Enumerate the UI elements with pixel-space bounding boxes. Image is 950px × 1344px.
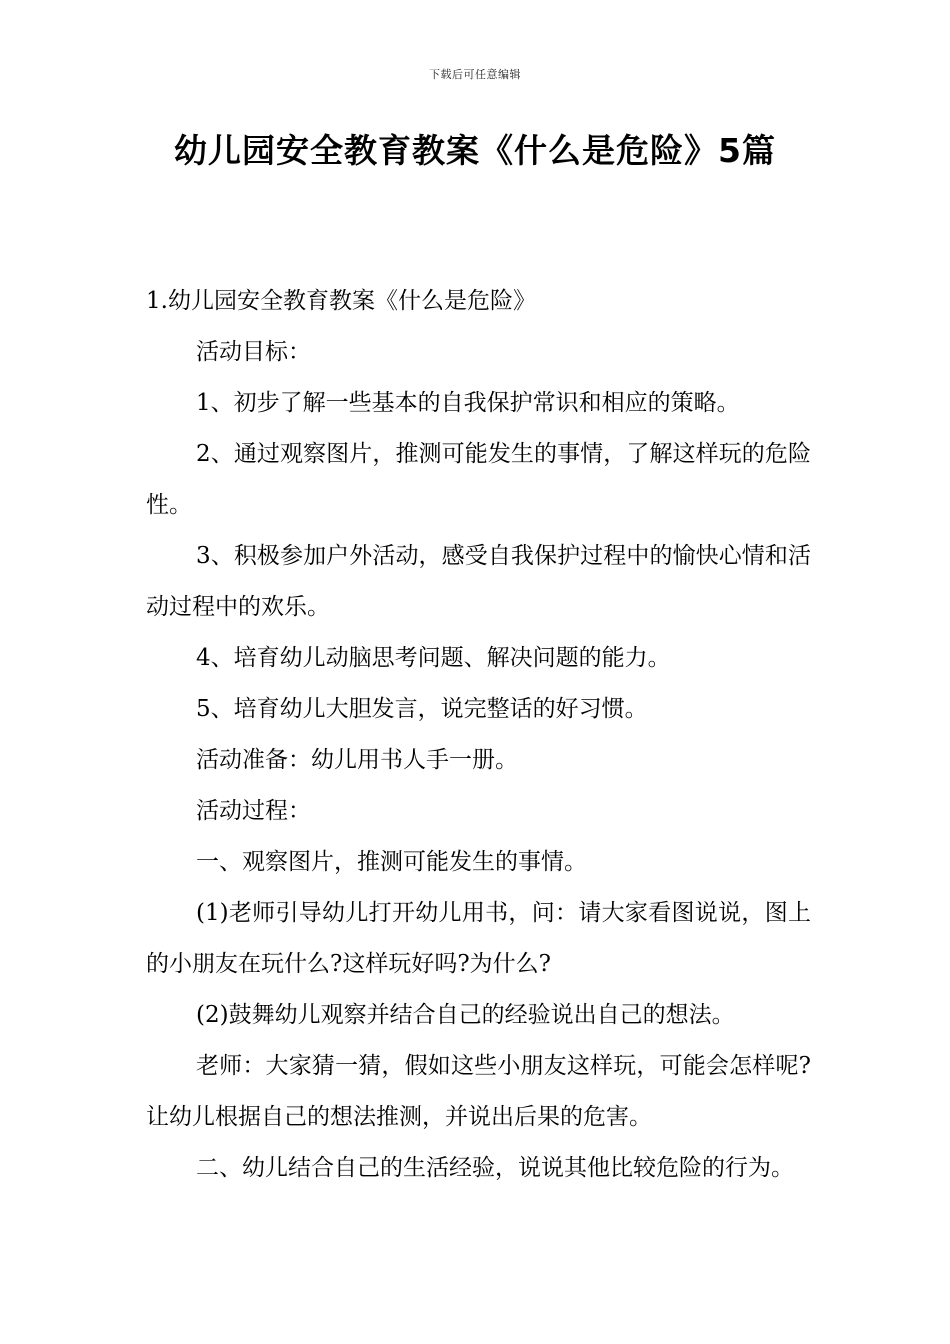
paragraph: 老师：大家猜一猜，假如这些小朋友这样玩，可能会怎样呢?让幼儿根据自己的想法推测，并说出后果的危害。 xyxy=(146,1053,811,1130)
paragraph: 1、初步了解一些基本的自我保护常识和相应的策略。 xyxy=(196,390,740,416)
document-title: 幼儿园安全教育教案《什么是危险》5篇 xyxy=(174,131,776,170)
paragraph: 2、通过观察图片，推测可能发生的事情，了解这样玩的危险性。 xyxy=(146,441,811,518)
paragraph: 一、观察图片，推测可能发生的事情。 xyxy=(196,849,587,875)
header-note: 下载后可任意编辑 xyxy=(429,68,521,81)
paragraph: 活动目标： xyxy=(196,339,311,365)
paragraph: 活动准备：幼儿用书人手一册。 xyxy=(196,747,518,773)
paragraph: (2)鼓舞幼儿观察并结合自己的经验说出自己的想法。 xyxy=(196,1002,735,1028)
document-body xyxy=(146,276,811,1194)
paragraph: 二、幼儿结合自己的生活经验，说说其他比较危险的行为。 xyxy=(196,1155,794,1181)
paragraph: 3、积极参加户外活动，感受自我保护过程中的愉快心情和活动过程中的欢乐。 xyxy=(146,543,811,620)
paragraph: 活动过程： xyxy=(196,798,311,824)
paragraph: (1)老师引导幼儿打开幼儿用书，问：请大家看图说说，图上的小朋友在玩什么?这样玩好吗?为什么? xyxy=(146,900,811,977)
paragraph: 5、培育幼儿大胆发言，说完整话的好习惯。 xyxy=(196,696,648,722)
section-heading: 1.幼儿园安全教育教案《什么是危险》 xyxy=(146,288,536,314)
paragraph: 4、培育幼儿动脑思考问题、解决问题的能力。 xyxy=(196,645,671,671)
